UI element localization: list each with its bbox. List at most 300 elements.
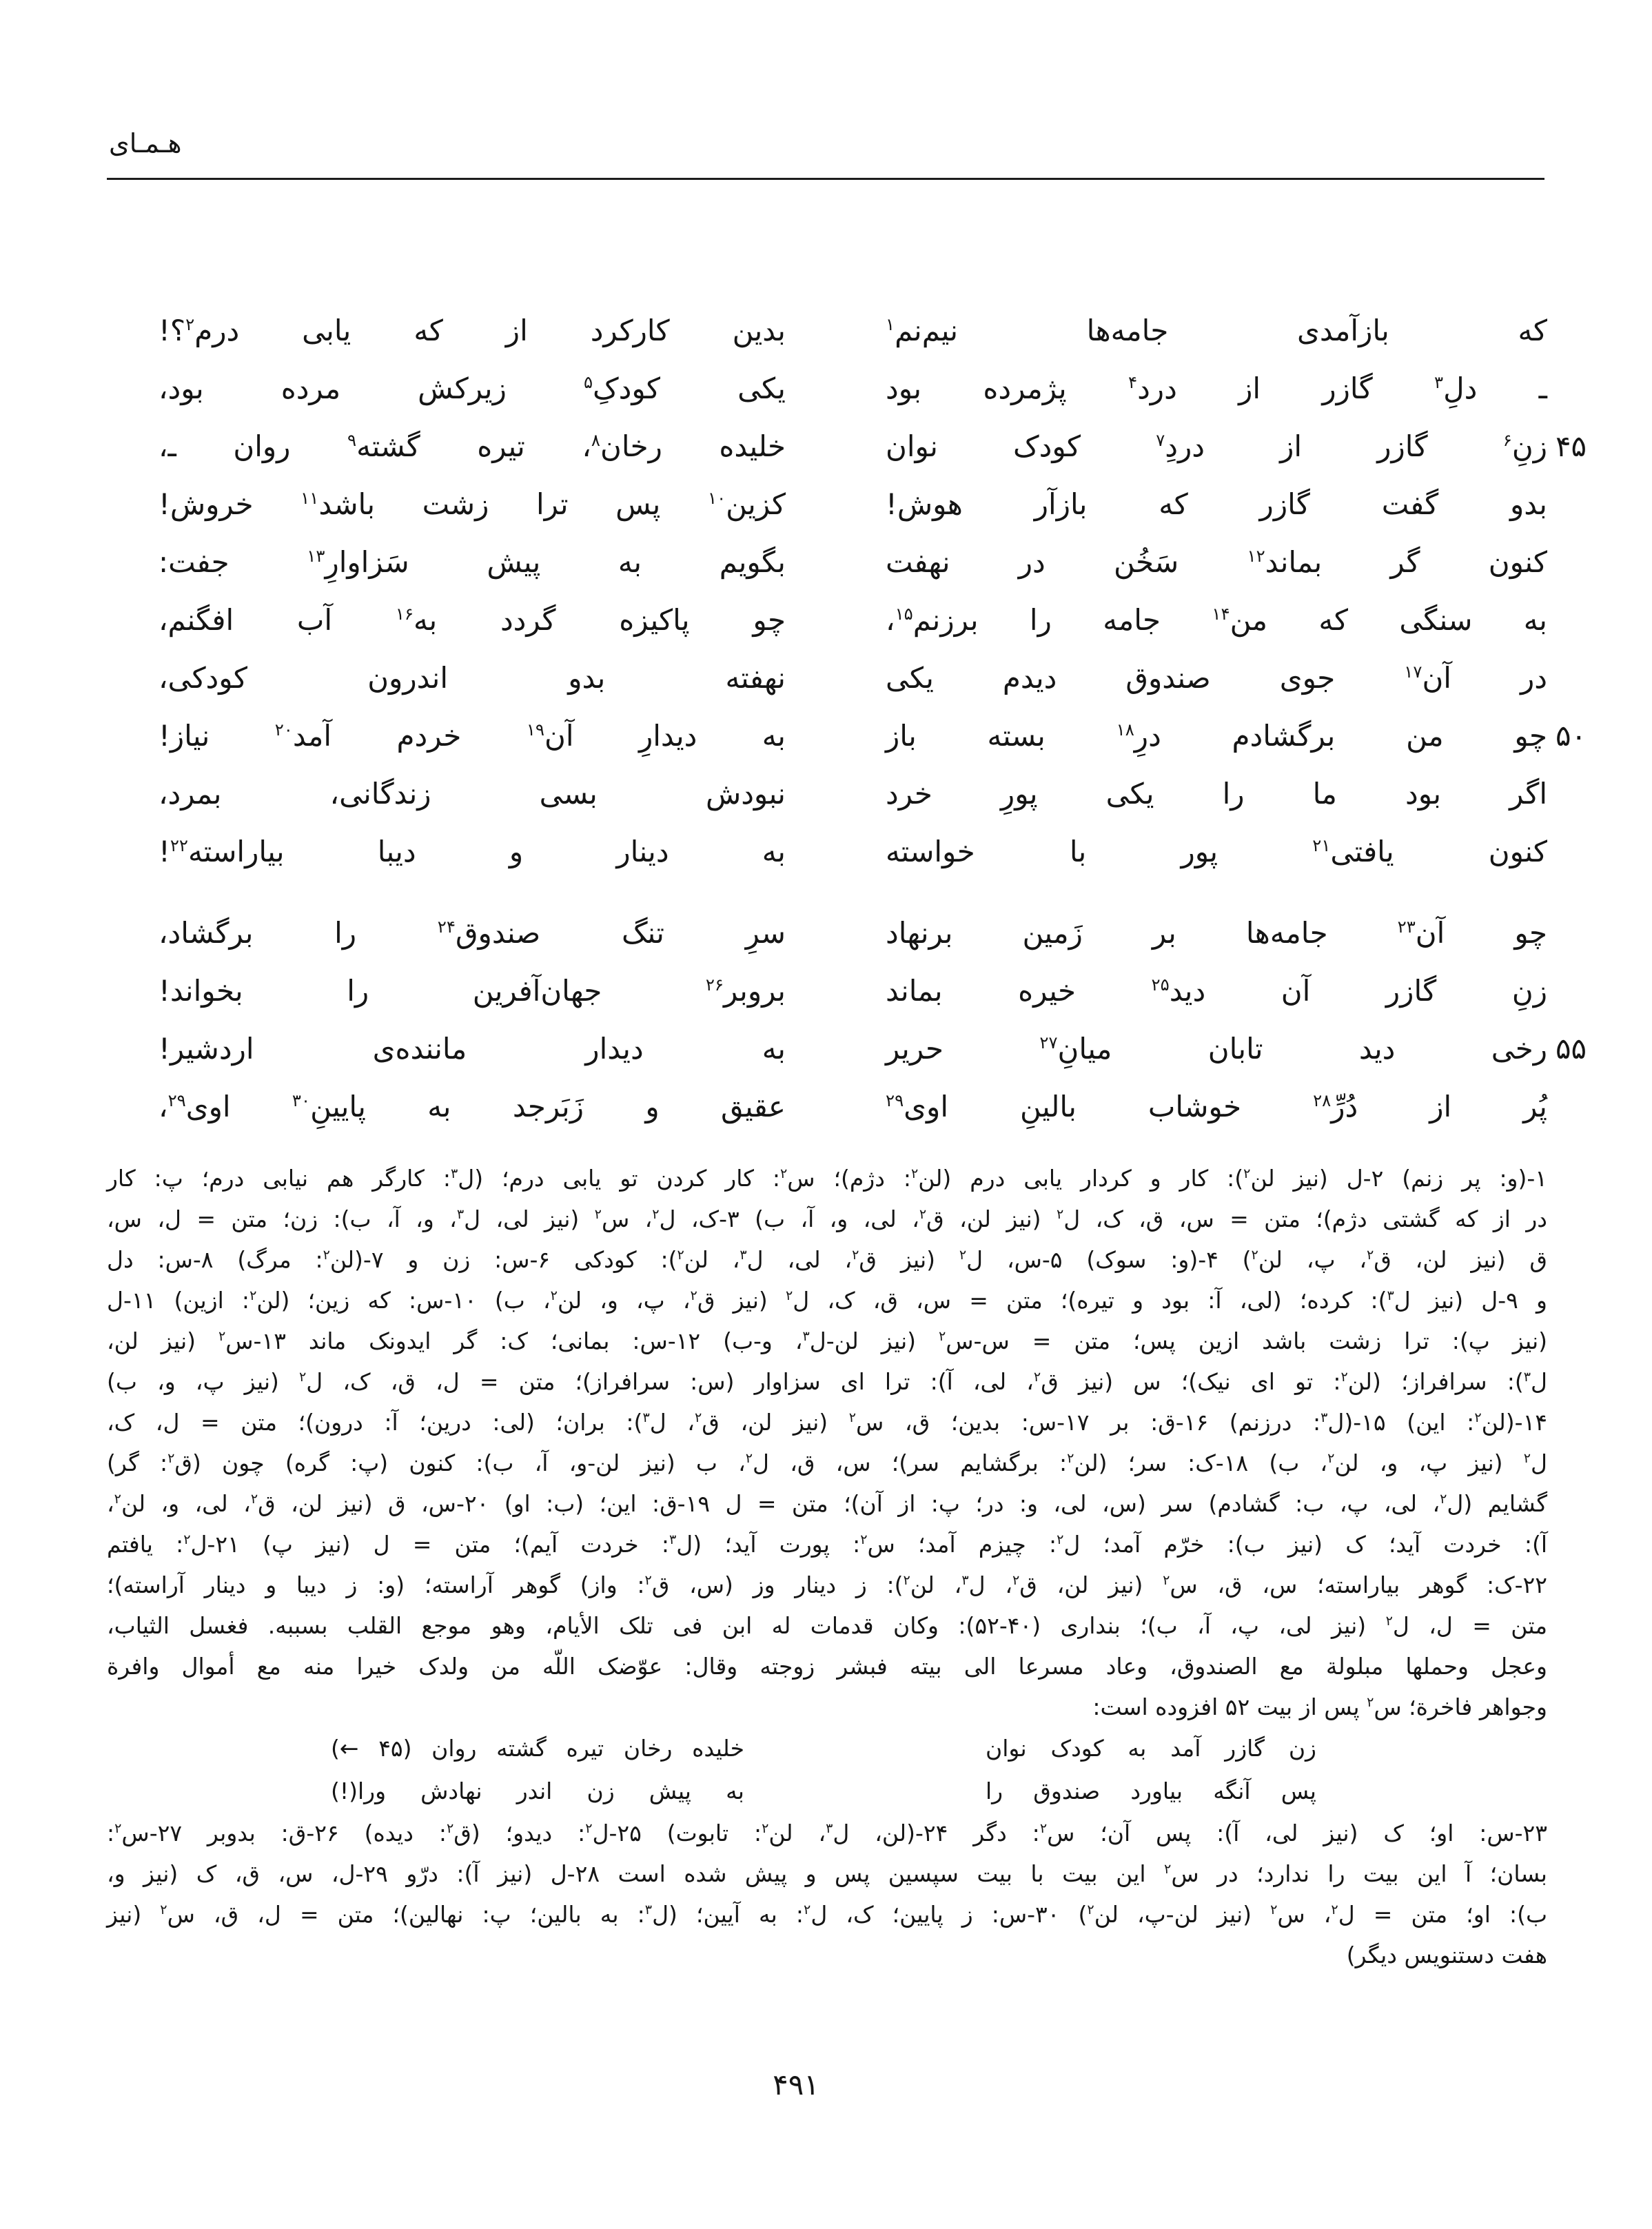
poem-couplet — [0, 823, 1652, 881]
footnote-ref: ۳ — [1434, 372, 1444, 392]
footnote-ref: ۳ — [1320, 1409, 1328, 1425]
text-run: : چیزم آمد؛ س — [867, 1531, 1057, 1558]
text-run: ، لی، آ): ترا ای سزاوار (س: سرافراز)؛ متن = ل، ق، ک، ل — [306, 1368, 1034, 1395]
footnote-ref: ۲۰ — [274, 720, 293, 740]
footnote-ref: ۲ — [1340, 1369, 1348, 1385]
apparatus-line — [107, 1158, 1547, 1199]
inset-verse-row — [107, 1770, 1547, 1813]
apparatus-line — [107, 1321, 1547, 1361]
footnote-ref: ۲ — [1087, 1902, 1094, 1917]
text-run: آ): خردت آید؛ ک (نیز ب): خرّم آمد؛ ل — [1063, 1531, 1547, 1558]
text-run: متن = ل، ل — [1392, 1612, 1548, 1639]
poem-couplet — [0, 1078, 1652, 1136]
footnote-ref: ۲ — [1523, 1450, 1531, 1466]
footnote-ref: ۲ — [218, 1328, 226, 1344]
text-run: (نیز لن، ق — [1019, 1571, 1163, 1598]
footnote-ref: ۶ — [1502, 430, 1512, 450]
text-run: گازر از درد — [1137, 372, 1435, 405]
text-run: ، لی، پ، ب: گشادم) سر (س، لی، و: در؛ پ: از آن)؛ متن = ل ۱۹-ق: این؛ (ب: او) ۲۰-س، ق (نیز لن، ق — [258, 1490, 1440, 1517]
text-run: در آن — [1422, 661, 1547, 695]
text-run: (نیز پ، و، لن — [1334, 1449, 1524, 1476]
text-run: (نیز لن، ق — [702, 1409, 849, 1436]
text-run: ۲۳-س: او؛ ک (نیز لی، آ): پس آن؛ س — [1047, 1820, 1547, 1846]
hemistich-right — [886, 904, 1547, 962]
apparatus-line — [107, 1687, 1547, 1727]
text-run: : برگشایم سر)؛ س، ق، ل — [753, 1449, 1068, 1476]
text-run: ، لن — [684, 1246, 740, 1273]
hemistich-right — [886, 765, 1547, 823]
text-run: سرِ تنگ صندوق — [455, 916, 786, 950]
footnote-ref: ۲ — [959, 1247, 967, 1263]
hemistich-right — [886, 476, 1547, 533]
text-run: (نیز لی، پ، آ، ب)؛ بنداری (۴۰-۵۲): وکان قدمات له ابن فی تلک الأیام، وهو موجع القلب بسببه. فغسل الثیاب، — [107, 1612, 1386, 1639]
hemistich-right — [886, 418, 1547, 476]
poem-couplet — [0, 765, 1652, 823]
text-run: (نیز لی، ل — [464, 1205, 595, 1232]
hemistich-left — [159, 591, 786, 649]
text-run: ۲۲-ک: گوهر بیاراسته؛ س، ق، س — [1170, 1571, 1547, 1598]
text-run: بسته باز — [886, 719, 1116, 753]
text-run: ب): او؛ متن = ل — [1338, 1901, 1548, 1928]
footnote-ref: ۲ — [785, 1287, 793, 1303]
footnote-ref: ۳ — [802, 1328, 810, 1344]
footnote-ref: ۱۱ — [300, 488, 319, 508]
poem-couplet — [0, 476, 1652, 533]
hemistich-left — [159, 418, 786, 476]
text-run: گشایم (ل — [1447, 1490, 1548, 1517]
hemistich-left — [159, 1020, 786, 1078]
apparatus-line — [107, 1199, 1547, 1239]
text-run: بگویم به پیش سَزاوارِ — [325, 545, 786, 579]
text-run: ق (نیز لن، ق — [1374, 1246, 1547, 1273]
text-run: ! — [159, 835, 170, 868]
footnote-ref: ۱۹ — [526, 720, 544, 740]
text-run: ؟! — [159, 314, 186, 347]
text-run: رخی دید تابان میانِ — [1057, 1032, 1547, 1066]
footnote-ref: ۲ — [1331, 1902, 1338, 1917]
critical-apparatus-block — [107, 1158, 1547, 1975]
footnote-ref: ۲ — [644, 1572, 652, 1588]
text-run: آب افگنم، — [159, 603, 396, 637]
text-run: : — [107, 1820, 115, 1846]
text-run: : دژم)؛ س — [787, 1165, 911, 1192]
text-run: ، — [886, 603, 895, 637]
footnote-ref: ۲ — [1039, 1820, 1048, 1836]
hemistich-left — [159, 707, 786, 765]
apparatus-line — [107, 1565, 1547, 1605]
footnote-ref: ۲ — [1366, 1247, 1374, 1263]
text-run: بروبر — [723, 974, 786, 1008]
text-run: خلیده رخان تیره گشته روان (۴۵ ←) — [331, 1735, 745, 1762]
poem-couplet — [0, 533, 1652, 591]
footnote-ref: ۱۳ — [307, 546, 325, 566]
text-run: ل — [1531, 1449, 1547, 1476]
text-run: به سنگی که من — [1230, 603, 1547, 637]
inset-hemistich-right — [986, 1770, 1316, 1813]
text-run: ، و-ب) ۱۲-س: بمانی؛ ک: گر ایدونک ماند ۱۳-س — [225, 1327, 803, 1354]
footnote-ref: ۲ — [652, 1206, 660, 1222]
footnote-ref: ۲ — [745, 1450, 753, 1466]
text-run: ): بران؛ (لی: درین؛ آ: درون)؛ متن = ل، ک، — [107, 1409, 643, 1436]
hemistich-right — [886, 1078, 1547, 1136]
hemistich-left — [159, 649, 786, 707]
apparatus-line — [107, 1402, 1547, 1443]
text-run: : تابوت) ۲۵-ل — [592, 1820, 762, 1846]
text-run: ، پ، و، لن — [557, 1287, 691, 1314]
footnote-ref: ۸ — [591, 430, 600, 450]
hemistich-left — [159, 1078, 786, 1136]
text-run: : دیدو؛ (ق — [453, 1820, 586, 1846]
text-run: اوی — [185, 1090, 292, 1123]
text-run: کنون گر بماند — [1265, 545, 1547, 579]
apparatus-line — [107, 1280, 1547, 1321]
text-run: بدین کارکرد از که یابی درم — [194, 314, 786, 347]
text-run: ): کرده؛ (لی، آ: بود و تیره)؛ متن = س، ق، ک، ل — [793, 1287, 1387, 1314]
text-run: ، ل — [649, 1409, 695, 1436]
text-run: به دیدار ماننده‌ی اردشیر! — [159, 1032, 786, 1066]
text-run: : دگر ۲۴-(لن، ل — [833, 1820, 1040, 1846]
footnote-ref: ۲ — [1367, 1694, 1374, 1710]
text-run: : کارگر هم نیابی درم؛ پ: کار — [107, 1165, 451, 1192]
footnote-ref: ۲ — [938, 1328, 946, 1344]
footnote-ref: ۳ — [961, 1572, 969, 1588]
footnote-ref: ۲ — [1057, 1531, 1064, 1547]
poem-couplet — [0, 591, 1652, 649]
footnote-ref: ۲ — [323, 1247, 330, 1263]
poem-block — [0, 302, 1652, 1136]
text-run: ، س — [601, 1205, 653, 1232]
footnote-ref: ۲۴ — [437, 917, 456, 937]
apparatus-line — [107, 1361, 1547, 1402]
text-run: ل — [1530, 1368, 1547, 1395]
footnote-ref: ۲۶ — [705, 975, 724, 995]
hemistich-left — [159, 476, 786, 533]
footnote-ref: ۲ — [1012, 1572, 1020, 1588]
text-run: به پیش زن اندر نهادش ورا(!) — [331, 1778, 744, 1804]
text-run: (نیز ق — [697, 1287, 786, 1314]
hemistich-right — [886, 533, 1547, 591]
text-run: به دینار و دیبا بیاراسته — [188, 835, 786, 868]
text-run: ، — [159, 1090, 168, 1123]
text-run: : مرگ) ۸-س: دل — [107, 1246, 323, 1273]
text-run: جوی صندوق دیدم یکی — [886, 661, 1405, 695]
footnote-ref: ۲ — [1327, 1450, 1335, 1466]
footnote-ref: ۳ — [669, 1531, 677, 1547]
footnote-ref: ۲۵ — [1151, 975, 1170, 995]
text-run: ، لن — [768, 1820, 826, 1846]
text-run: در از که گشتی دژم)؛ متن = س، ق، ک، ل — [1063, 1205, 1547, 1232]
text-run: ، ب) ۱۸-ک: سر؛ (لن — [1074, 1449, 1328, 1476]
text-run: : ازین) ۱۱-ل — [107, 1287, 250, 1314]
hemistich-left — [159, 765, 786, 823]
footnote-ref: ۲۸ — [1313, 1090, 1332, 1110]
text-run: نهفته بدو اندرون کودکی، — [159, 661, 786, 695]
text-run: پس آنگه بیاورد صندوق را — [986, 1778, 1316, 1804]
footnote-ref: ۲ — [910, 1166, 919, 1181]
text-run: ) ۴-(و: سوک) ۵-س، ل — [966, 1246, 1252, 1273]
footnote-ref: ۳ — [1523, 1369, 1531, 1385]
text-run: کودک نوان — [886, 429, 1156, 463]
footnote-ref: ۱۶ — [395, 604, 414, 624]
footnote-ref: ۲ — [1474, 1409, 1482, 1425]
footnote-ref: ۱۲ — [1247, 546, 1265, 566]
footnote-ref: ۲ — [1164, 1861, 1172, 1877]
text-run: کنون یافتی — [1330, 835, 1547, 868]
text-run: ، لن — [910, 1571, 962, 1598]
footnote-ref: ۱۵ — [895, 604, 913, 624]
poem-couplet — [0, 962, 1652, 1020]
text-run: : به آیین؛ (ل — [652, 1901, 804, 1928]
hemistich-right — [886, 1020, 1547, 1078]
text-run: حریر — [886, 1032, 1040, 1066]
hemistich-right — [886, 823, 1547, 881]
text-run: کزین — [726, 487, 786, 521]
text-run: خلیده رخان — [600, 429, 786, 463]
footnote-ref: ۱۴ — [1212, 604, 1230, 624]
hemistich-right — [886, 360, 1547, 418]
footnote-ref: ۲ — [185, 314, 195, 334]
footnote-ref: ۳ — [644, 1902, 653, 1917]
footnote-ref: ۲ — [694, 1409, 702, 1425]
apparatus-closing-line — [107, 1935, 1547, 1975]
footnote-ref: ۲۷ — [1039, 1032, 1058, 1052]
poem-couplet — [0, 707, 1652, 765]
apparatus-line — [107, 1443, 1547, 1483]
text-run: : این) ۱۵-(ل — [1327, 1409, 1475, 1436]
text-run: چو من برگشادم درِ — [1134, 719, 1547, 753]
hemistich-left — [159, 904, 786, 962]
text-run: : دیده) ۲۶-ق: بدوبر ۲۷-س — [121, 1820, 447, 1846]
hemistich-right — [886, 649, 1547, 707]
text-run: (نیز لن، — [107, 1327, 218, 1354]
apparatus-line — [107, 1239, 1547, 1280]
hemistich-left — [159, 533, 786, 591]
stanza-break — [0, 881, 1652, 904]
footnote-ref: ۲۳ — [1397, 917, 1416, 937]
text-run: پس از بیت ۵۲ افزوده است: — [1092, 1693, 1367, 1720]
footnote-ref: ۲ — [1067, 1450, 1074, 1466]
verse-margin-number: ۵۵ — [1556, 1032, 1587, 1066]
footnote-ref: ۲ — [762, 1820, 769, 1836]
poem-couplet — [0, 418, 1652, 476]
hemistich-left — [159, 360, 786, 418]
text-run: خروش! — [159, 487, 301, 521]
footnote-ref: ۲ — [114, 1491, 121, 1507]
footnote-ref: ۲ — [852, 1247, 859, 1263]
text-run: نبودش بسی زندگانی، بمرد، — [159, 777, 786, 811]
hemistich-right — [886, 707, 1547, 765]
footnote-ref: ۳ — [826, 1820, 833, 1836]
text-run: پس ترا زشت باشد — [318, 487, 708, 521]
text-run: ، س — [1277, 1901, 1332, 1928]
footnote-ref: ۲ — [1056, 1206, 1064, 1222]
text-run: ، ل — [968, 1571, 1012, 1598]
footnote-ref: ۲ — [677, 1247, 684, 1263]
hemistich-left — [159, 962, 786, 1020]
footnote-ref: ۲ — [446, 1820, 454, 1836]
text-run: (نیز پ، و، ب) — [107, 1368, 300, 1395]
verse-margin-number: ۵۰ — [1556, 719, 1587, 753]
inset-hemistich-left — [331, 1770, 744, 1813]
footnote-ref: ۲ — [1385, 1613, 1393, 1629]
text-run: : یافتم — [107, 1531, 184, 1558]
inset-verse-row — [107, 1727, 1547, 1770]
footnote-ref: ۲ — [160, 1902, 167, 1917]
header-rule — [107, 178, 1544, 180]
footnote-ref: ۲ — [1440, 1491, 1447, 1507]
poem-couplet — [0, 302, 1652, 360]
footnote-ref: ۴ — [1128, 372, 1138, 392]
text-run: ، ب (نیز لن-و، آ، ب): کنون (پ: گره) چون (ق — [174, 1449, 746, 1476]
text-run: (نیز لن، ق — [926, 1205, 1057, 1232]
text-run: جفت: — [159, 545, 307, 579]
footnote-ref: ۲ — [250, 1491, 258, 1507]
text-run: زیرکش مرده بود، — [159, 372, 584, 405]
running-header-title: هـمـای — [109, 128, 182, 159]
text-run: این بیت با بیت سپسین پس و پیش شده است ۲۸-ل (نیز آ): درّو ۲۹-ل، س، ق، ک (نیز و، — [107, 1860, 1165, 1887]
footnote-ref: ۲ — [1243, 1166, 1251, 1181]
text-run: : به بالین؛ پ: نهالین)؛ متن = ل، ق، س — [167, 1901, 645, 1928]
page-number: ۴۹۱ — [773, 2068, 819, 2101]
text-run: : واز) گوهر آراسته؛ (و: ز دیبا و دینار آراسته)؛ — [107, 1571, 645, 1598]
text-run: چو آن — [1415, 916, 1547, 950]
footnote-ref: ۵ — [583, 372, 593, 392]
text-run: ، لی، و، لن — [121, 1490, 251, 1517]
text-run: روان ـ، — [159, 429, 347, 463]
text-run: زن گازر آمد به کودک نوان — [986, 1735, 1316, 1762]
footnote-ref: ۲۹ — [167, 1090, 186, 1110]
footnote-ref: ۲۱ — [1312, 835, 1331, 855]
text-run: خوشاب بالینِ اوی — [904, 1090, 1314, 1123]
footnote-ref: ۳۰ — [292, 1090, 311, 1110]
footnote-ref: ۲ — [919, 1206, 927, 1222]
text-run: ـ دلِ — [1443, 372, 1547, 405]
text-run: (نیز لن-پ، لن — [1094, 1901, 1271, 1928]
text-run: : کار کردن تو یابی درم؛ (ل — [458, 1165, 781, 1192]
footnote-ref: ۲ — [690, 1287, 697, 1303]
footnote-ref: ۳ — [456, 1206, 465, 1222]
text-run: ، تیره گشته — [356, 429, 591, 463]
text-run: اگر بود ما را یکی پورِ خرد — [886, 777, 1547, 811]
apparatus-line — [107, 1894, 1547, 1935]
text-run: به دیدارِ آن — [544, 719, 786, 753]
footnote-ref: ۳ — [450, 1166, 458, 1181]
text-run: زنِ گازر آن دید — [1169, 974, 1547, 1008]
footnote-ref: ۳ — [1387, 1287, 1394, 1303]
footnote-ref: ۲ — [848, 1409, 857, 1425]
text-run: پور با خواسته — [886, 835, 1313, 868]
text-run: ۱۴-(لن — [1481, 1409, 1548, 1436]
inset-hemistich-left — [331, 1727, 744, 1770]
footnote-ref: ۲ — [585, 1820, 593, 1836]
footnote-ref: ۲ — [1163, 1572, 1170, 1588]
text-run: وجواهر فاخرة؛ س — [1374, 1693, 1547, 1720]
text-run: ): کار و کردار یابی درم (لن — [918, 1165, 1244, 1192]
text-run: ۱-(و: پر زنم) ۲-ل (نیز لن — [1250, 1165, 1548, 1192]
text-run: چو پاکیزه گردد به — [414, 603, 786, 637]
verse-margin-number: ۴۵ — [1556, 429, 1587, 463]
text-run: یکی کودکِ — [593, 372, 786, 405]
text-run: جامه را برزنم — [912, 603, 1212, 637]
footnote-ref: ۱۷ — [1404, 662, 1422, 682]
text-run: را برگشاد، — [159, 916, 438, 950]
text-run: گازر از دردِ — [1165, 429, 1503, 463]
poem-couplet — [0, 904, 1652, 962]
text-run: ): سرافراز؛ (لن — [1347, 1368, 1524, 1395]
apparatus-line — [107, 1524, 1547, 1565]
footnote-ref: ۲ — [114, 1820, 122, 1836]
text-run: ، و، آ، ب): زن؛ متن = ل، س، — [107, 1205, 457, 1232]
text-run: : پورت آید؛ (ل — [676, 1531, 861, 1558]
footnote-ref: ۲ — [550, 1287, 558, 1303]
text-run: نیاز! — [159, 719, 275, 753]
footnote-ref: ۱۰ — [707, 488, 726, 508]
text-run: بسان؛ آ این بیت را ندارد؛ در س — [1171, 1860, 1547, 1887]
text-run: جهان‌آفرین را بخواند! — [159, 974, 706, 1008]
text-run: ، ب) ۱۰-س: که زین؛ (لن — [256, 1287, 551, 1314]
text-run: جامه‌ها بر زَمین برنهاد — [886, 916, 1398, 950]
text-run: سَخُن در نهفت — [886, 545, 1247, 579]
text-run: ): ز دینار وز (س، ق — [651, 1571, 904, 1598]
footnote-ref: ۲ — [249, 1287, 257, 1303]
text-run: و ۹-ل (نیز ل — [1394, 1287, 1547, 1314]
text-run: هفت دستنویس دیگر) — [1346, 1942, 1547, 1968]
footnote-ref: ۱۸ — [1116, 720, 1134, 740]
text-run: : درزنم) ۱۶-ق: بر ۱۷-س: بدین؛ ق، س — [856, 1409, 1321, 1436]
text-run: بدو گفت گازر که بازآر هوش! — [886, 487, 1547, 521]
text-run: وعجل وحملها مبلولة مع الصندوق، وعاد مسرعا الی بیته فبشر زوجته وقال: عوّضک اللّه من ولدک خیرا منه مع أموال وافرة — [107, 1653, 1547, 1680]
text-run: ، لی، و، آ، ب) ۳-ک، ل — [659, 1205, 919, 1232]
footnote-ref: ۲ — [299, 1369, 307, 1385]
footnote-ref: ۲ — [903, 1572, 910, 1588]
text-run: (نیز پ): ترا زشت باشد ازین پس؛ متن = س-س — [946, 1327, 1548, 1354]
apparatus-line — [107, 1483, 1547, 1524]
text-run: پژمرده بود — [886, 372, 1128, 405]
text-run: (نیز ق — [859, 1246, 959, 1273]
inset-hemistich-right — [986, 1727, 1316, 1770]
poem-couplet — [0, 1020, 1652, 1078]
text-run: ، پ، لن — [1258, 1246, 1367, 1273]
hemistich-left — [159, 302, 786, 360]
hemistich-right — [886, 591, 1547, 649]
hemistich-right — [886, 962, 1547, 1020]
poem-couplet — [0, 649, 1652, 707]
text-run: ) ۳۰-س: ز پایین؛ ک، ل — [810, 1901, 1088, 1928]
footnote-ref: ۲ — [780, 1166, 788, 1181]
text-run: زنِ — [1511, 429, 1547, 463]
text-run: عقیق و زَبَرجد به پایینِ — [310, 1090, 786, 1123]
text-run: ، لی، ل — [746, 1246, 853, 1273]
text-run: پُر از دُرِّ — [1331, 1090, 1547, 1123]
footnote-ref: ۹ — [347, 430, 357, 450]
hemistich-left — [159, 823, 786, 881]
text-run: (نیز لن-ل — [809, 1327, 939, 1354]
text-run: (نیز — [107, 1901, 161, 1928]
text-run: ): کودکی ۶-س: زن و ۷-(لن — [329, 1246, 677, 1273]
text-run: خردم آمد — [292, 719, 527, 753]
apparatus-line — [107, 1646, 1547, 1687]
hemistich-right — [886, 302, 1547, 360]
text-run: : خردت آیم)؛ متن = ل (نیز پ) ۲۱-ل — [190, 1531, 670, 1558]
footnote-ref: ۷ — [1156, 430, 1165, 450]
footnote-ref: ۲ — [183, 1531, 191, 1547]
text-run: که بازآمدی جامه‌ها نیم‌نم — [895, 314, 1547, 347]
poem-couplet — [0, 360, 1652, 418]
footnote-ref: ۲ — [860, 1531, 868, 1547]
text-run: ، — [107, 1490, 114, 1517]
text-run: خیره بماند — [886, 974, 1152, 1008]
text-run: : گر) — [107, 1449, 168, 1476]
